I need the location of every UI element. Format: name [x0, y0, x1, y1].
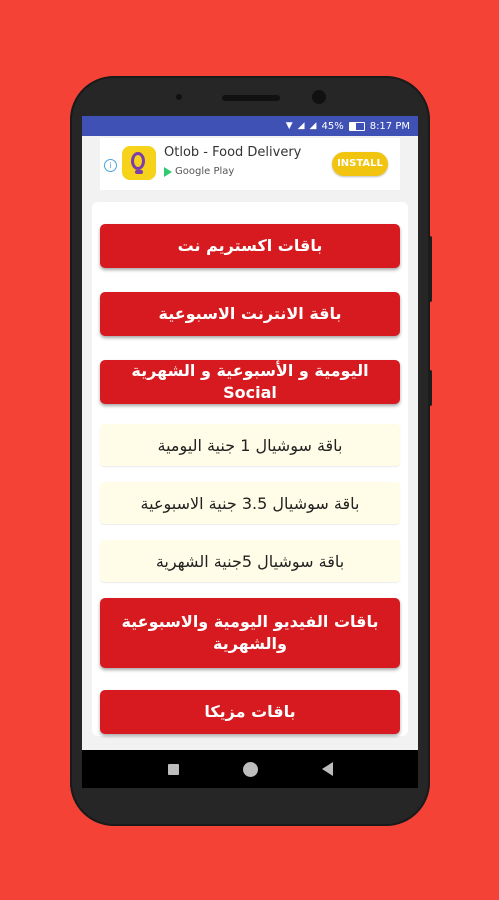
signal-icon: ◢	[297, 121, 305, 131]
back-icon[interactable]	[322, 762, 333, 776]
wifi-icon: ▼	[285, 121, 293, 131]
recents-icon[interactable]	[168, 764, 179, 775]
ad-store	[164, 166, 234, 177]
clock: 8:17 PM	[369, 120, 410, 132]
google-play-icon	[164, 167, 172, 177]
battery-icon	[349, 122, 365, 131]
video-packages-button[interactable]: باقات الفيديو اليومية والاسبوعية والشهرية	[100, 598, 400, 668]
battery-percent: 45%	[321, 120, 344, 132]
package-list	[92, 202, 408, 736]
social-daily-item[interactable]: باقة سوشيال 1 جنية اليومية	[100, 424, 400, 466]
ad-store-label: Google Play	[175, 166, 235, 177]
status-bar	[82, 116, 418, 136]
social-weekly-item[interactable]: باقة سوشيال 3.5 جنية الاسبوعية	[100, 482, 400, 524]
earpiece	[222, 95, 280, 101]
sensor	[176, 94, 182, 100]
xtreme-net-button[interactable]: باقات اكستريم نت	[100, 224, 400, 268]
front-camera	[312, 90, 326, 104]
volume-button	[428, 236, 432, 302]
screen	[82, 116, 418, 788]
signal-2-icon: ◢	[309, 121, 317, 131]
install-button[interactable]: INSTALL	[332, 152, 388, 176]
ad-title: Otlob - Food Delivery	[164, 145, 302, 160]
ad-banner[interactable]	[100, 138, 400, 190]
social-monthly-item[interactable]: باقة سوشيال 5جنية الشهرية	[100, 540, 400, 582]
home-icon[interactable]	[243, 762, 258, 777]
weekly-internet-button[interactable]: باقة الانترنت الاسبوعية	[100, 292, 400, 336]
navigation-bar	[82, 750, 418, 788]
social-packages-button[interactable]: اليومية و الأسبوعية و الشهرية Social	[100, 360, 400, 404]
ad-info-icon[interactable]: i	[104, 159, 117, 172]
otlob-logo-icon	[122, 146, 156, 180]
music-packages-button[interactable]: باقات مزيكا	[100, 690, 400, 734]
power-button	[428, 370, 432, 406]
